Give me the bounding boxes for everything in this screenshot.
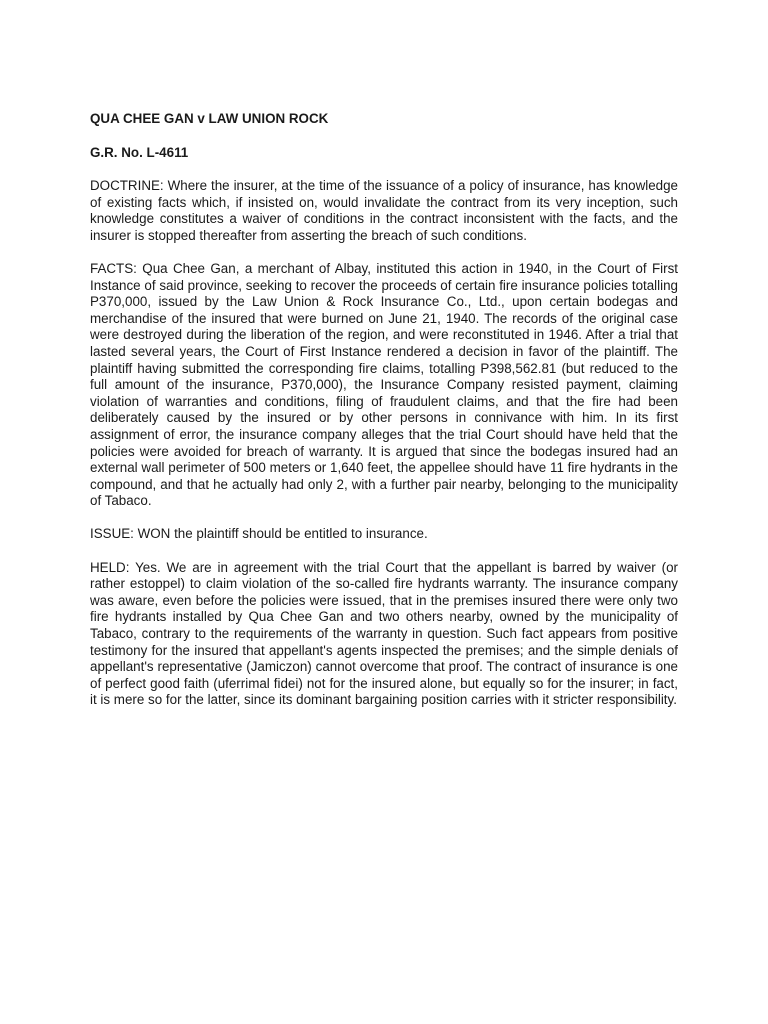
issue-paragraph: ISSUE: WON the plaintiff should be entitled to insurance.	[90, 526, 428, 542]
doctrine-paragraph: DOCTRINE: Where the insurer, at the time of the issuance of a policy of insurance, has knowledge of existing facts which, if insisted on, would invalidate the contract from its very inception, such knowledge constitutes a waiver of conditions in the contract inconsistent with the facts, and the insurer is stopped thereafter from asserting the breach of such conditions.	[90, 178, 678, 243]
case-title: QUA CHEE GAN v LAW UNION ROCK	[90, 111, 329, 126]
document-page	[90, 110, 678, 726]
case-gr-number: G.R. No. L-4611	[90, 145, 189, 160]
held-paragraph: HELD: Yes. We are in agreement with the trial Court that the appellant is barred by waiver (or rather estoppel) to claim violation of the so-called fire hydrants warranty. The insurance company was aware, even before the policies were issued, that in the premises insured there were only two fire hydrants installed by Qua Chee Gan and two others nearby, owned by the municipality of Tabaco, contrary to the requirements of the warranty in question. Such fact appears from positive testimony for the insured that appellant's agents inspected the premises; and the simple denials of appellant's representative (Jamiczon) cannot overcome that proof. The contract of insurance is one of perfect good faith (uferrimal fidei) not for the insured alone, but equally so for the insurer; in fact, it is mere so for the latter, since its dominant bargaining position carries with it stricter responsibility.	[90, 559, 678, 708]
facts-paragraph: FACTS: Qua Chee Gan, a merchant of Albay, instituted this action in 1940, in the Court of First Instance of said province, seeking to recover the proceeds of certain fire insurance policies totalling P370,000, issued by the Law Union & Rock Insurance Co., Ltd., upon certain bodegas and merchandise of the insured that were burned on June 21, 1940. The records of the original case were destroyed during the liberation of the region, and were reconstituted in 1946. After a trial that lasted several years, the Court of First Instance rendered a decision in favor of the plaintiff. The plaintiff having submitted the corresponding fire claims, totalling P398,562.81 (but reduced to the full amount of the insurance, P370,000), the Insurance Company resisted payment, claiming violation of warranties and conditions, filing of fraudulent claims, and that the fire had been deliberately caused by the insured or by other persons in connivance with him. In its first assignment of error, the insurance company alleges that the trial Court should have held that the policies were avoided for breach of warranty. It is argued that since the bodegas insured had an external wall perimeter of 500 meters or 1,640 feet, the appellee should have 11 fire hydrants in the compound, and that he actually had only 2, with a further pair nearby, belonging to the municipality of Tabaco.	[90, 260, 678, 509]
